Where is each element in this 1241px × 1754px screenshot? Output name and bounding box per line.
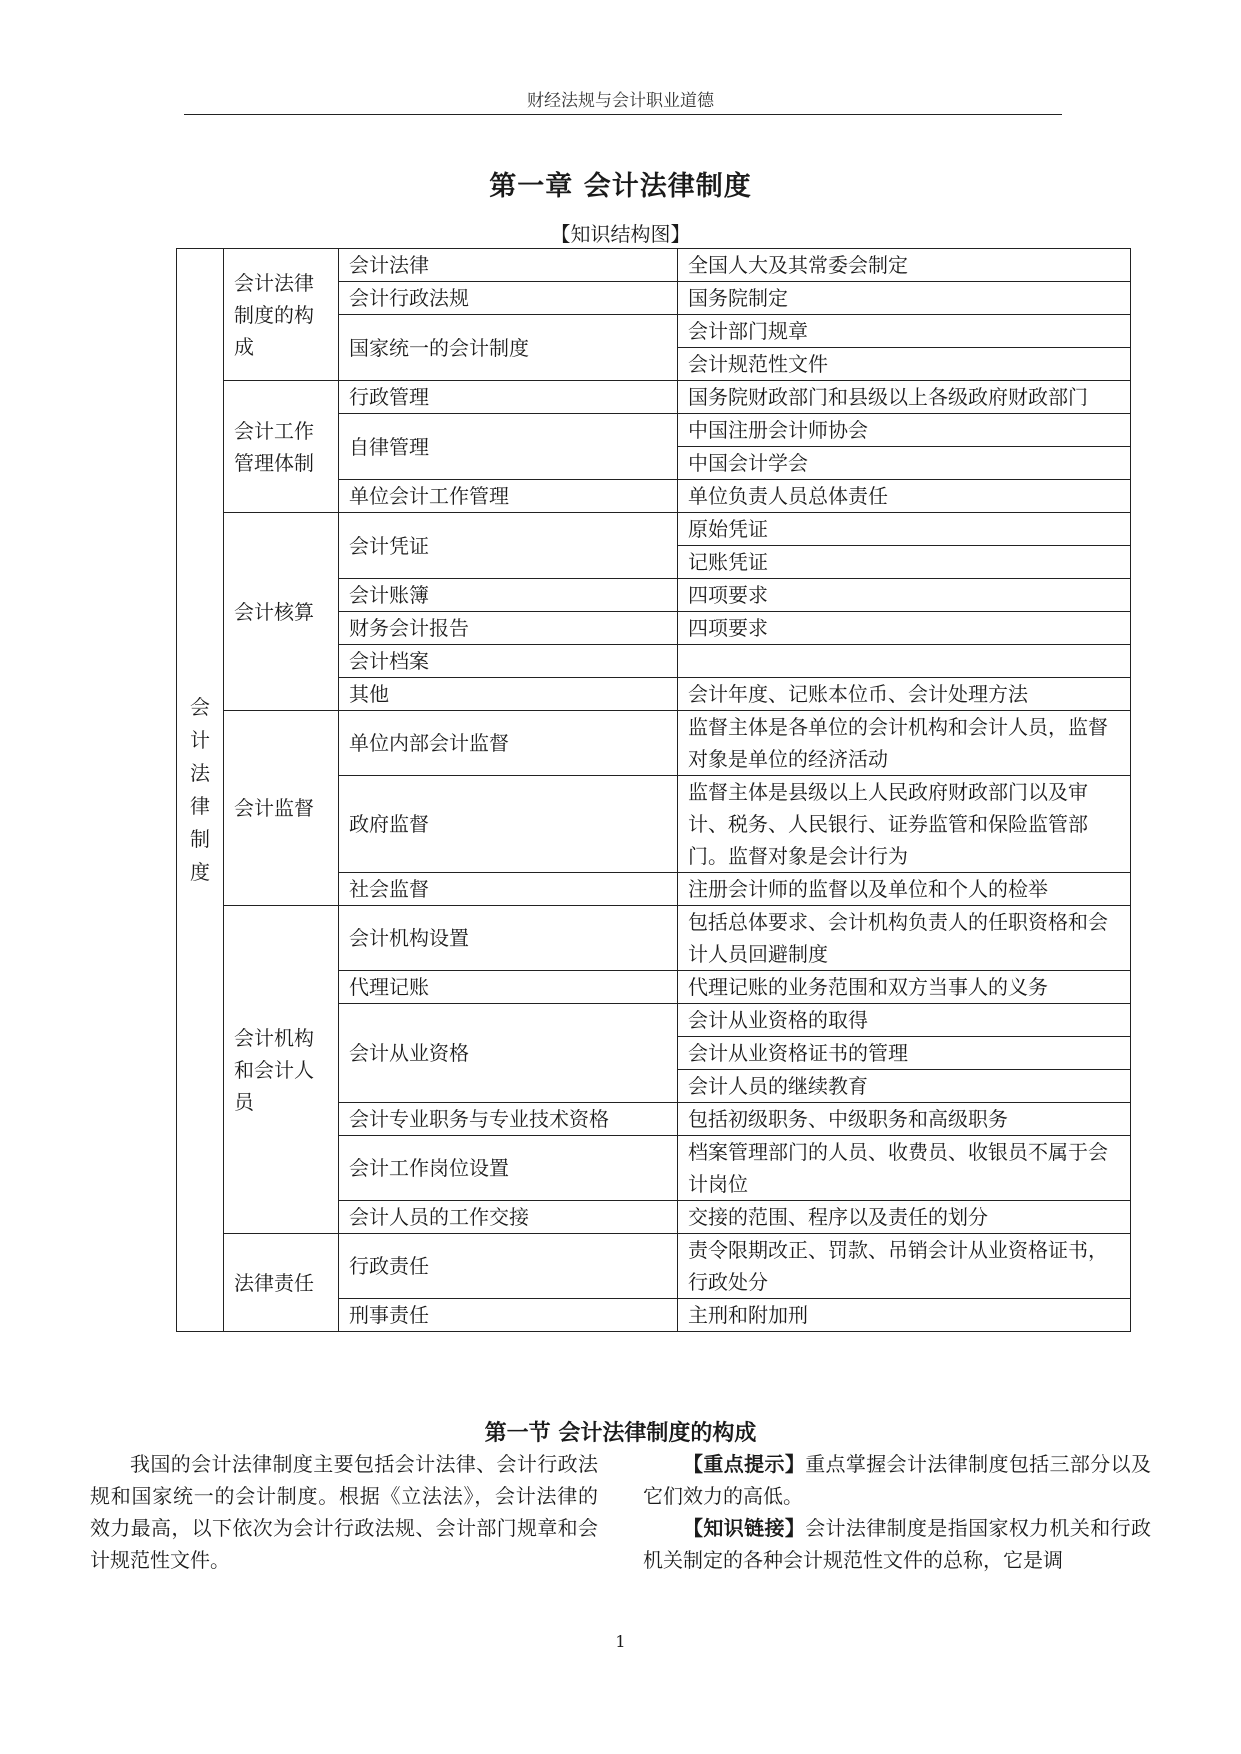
item-cell: 政府监督	[339, 776, 678, 873]
item-cell: 会计账簿	[339, 579, 678, 612]
knowledge-structure-table	[176, 248, 1131, 1332]
desc-cell: 国务院制定	[678, 282, 1131, 315]
desc-cell: 会计从业资格证书的管理	[678, 1037, 1131, 1070]
desc-cell: 单位负责人员总体责任	[678, 480, 1131, 513]
item-cell: 其他	[339, 678, 678, 711]
item-cell: 刑事责任	[339, 1299, 678, 1332]
table-row	[177, 711, 1131, 776]
group-cell: 会计工作管理体制	[224, 381, 339, 513]
item-cell: 自律管理	[339, 414, 678, 480]
desc-cell: 主刑和附加刑	[678, 1299, 1131, 1332]
item-cell: 会计行政法规	[339, 282, 678, 315]
desc-cell: 档案管理部门的人员、收费员、收银员不属于会计岗位	[678, 1136, 1131, 1201]
desc-cell: 全国人大及其常委会制定	[678, 249, 1131, 282]
desc-cell: 原始凭证	[678, 513, 1131, 546]
group-cell: 会计核算	[224, 513, 339, 711]
group-cell: 会计机构和会计人员	[224, 906, 339, 1234]
desc-cell: 监督主体是各单位的会计机构和会计人员，监督对象是单位的经济活动	[678, 711, 1131, 776]
key-tip-text: 重点掌握会计法律制度包括三部分以及它们效力的高低。	[643, 1452, 1152, 1508]
running-header: 财经法规与会计职业道德	[527, 91, 714, 111]
right-column	[643, 1448, 1151, 1576]
page-number: 1	[615, 1632, 626, 1651]
item-cell: 会计档案	[339, 645, 678, 678]
group-cell: 法律责任	[224, 1234, 339, 1332]
desc-cell: 会计规范性文件	[678, 348, 1131, 381]
desc-cell	[678, 645, 1131, 678]
item-cell: 社会监督	[339, 873, 678, 906]
item-cell: 国家统一的会计制度	[339, 315, 678, 381]
group-cell: 会计法律制度的构成	[224, 249, 339, 381]
item-cell: 会计专业职务与专业技术资格	[339, 1103, 678, 1136]
item-cell: 单位内部会计监督	[339, 711, 678, 776]
table-row	[177, 381, 1131, 414]
table-row	[177, 513, 1131, 546]
desc-cell: 包括初级职务、中级职务和高级职务	[678, 1103, 1131, 1136]
desc-cell: 国务院财政部门和县级以上各级政府财政部门	[678, 381, 1131, 414]
key-tip-label: 【重点提示】	[683, 1452, 806, 1476]
item-cell: 会计工作岗位设置	[339, 1136, 678, 1201]
root-cell	[177, 249, 224, 1332]
knowledge-link-text: 会计法律制度是指国家权力机关和行政机关制定的各种会计规范性文件的总称，它是调	[643, 1516, 1152, 1572]
desc-cell: 注册会计师的监督以及单位和个人的检举	[678, 873, 1131, 906]
desc-cell: 代理记账的业务范围和双方当事人的义务	[678, 971, 1131, 1004]
chapter-title: 第一章 会计法律制度	[489, 171, 752, 202]
desc-cell: 记账凭证	[678, 546, 1131, 579]
item-cell: 会计机构设置	[339, 906, 678, 971]
structure-label: 【知识结构图】	[550, 222, 691, 246]
key-tip-paragraph	[643, 1448, 1151, 1512]
root-label: 会计法律制度	[190, 695, 210, 884]
knowledge-link-label: 【知识链接】	[683, 1516, 806, 1540]
item-cell: 行政管理	[339, 381, 678, 414]
desc-cell: 中国会计学会	[678, 447, 1131, 480]
table-row	[177, 906, 1131, 971]
knowledge-link-paragraph	[643, 1512, 1151, 1576]
group-cell: 会计监督	[224, 711, 339, 906]
desc-cell: 会计人员的继续教育	[678, 1070, 1131, 1103]
desc-cell: 会计部门规章	[678, 315, 1131, 348]
desc-cell: 会计从业资格的取得	[678, 1004, 1131, 1037]
item-cell: 单位会计工作管理	[339, 480, 678, 513]
desc-cell: 中国注册会计师协会	[678, 414, 1131, 447]
section-title: 第一节 会计法律制度的构成	[484, 1421, 757, 1446]
desc-cell: 四项要求	[678, 579, 1131, 612]
table-row	[177, 249, 1131, 282]
desc-cell: 交接的范围、程序以及责任的划分	[678, 1201, 1131, 1234]
item-cell: 会计人员的工作交接	[339, 1201, 678, 1234]
item-cell: 会计凭证	[339, 513, 678, 579]
body-paragraph: 我国的会计法律制度主要包括会计法律、会计行政法规和国家统一的会计制度。根据《立法法》，会计法律的效力最高，以下依次为会计行政法规、会计部门规章和会计规范性文件。	[90, 1452, 598, 1572]
item-cell: 会计法律	[339, 249, 678, 282]
item-cell: 代理记账	[339, 971, 678, 1004]
desc-cell: 四项要求	[678, 612, 1131, 645]
header-rule	[184, 114, 1062, 115]
item-cell: 会计从业资格	[339, 1004, 678, 1103]
table-row	[177, 1234, 1131, 1299]
item-cell: 财务会计报告	[339, 612, 678, 645]
desc-cell: 责令限期改正、罚款、吊销会计从业资格证书，行政处分	[678, 1234, 1131, 1299]
desc-cell: 监督主体是县级以上人民政府财政部门以及审计、税务、人民银行、证券监管和保险监管部门。监督对象是会计行为	[678, 776, 1131, 873]
left-column	[90, 1448, 598, 1576]
desc-cell: 包括总体要求、会计机构负责人的任职资格和会计人员回避制度	[678, 906, 1131, 971]
desc-cell: 会计年度、记账本位币、会计处理方法	[678, 678, 1131, 711]
item-cell: 行政责任	[339, 1234, 678, 1299]
